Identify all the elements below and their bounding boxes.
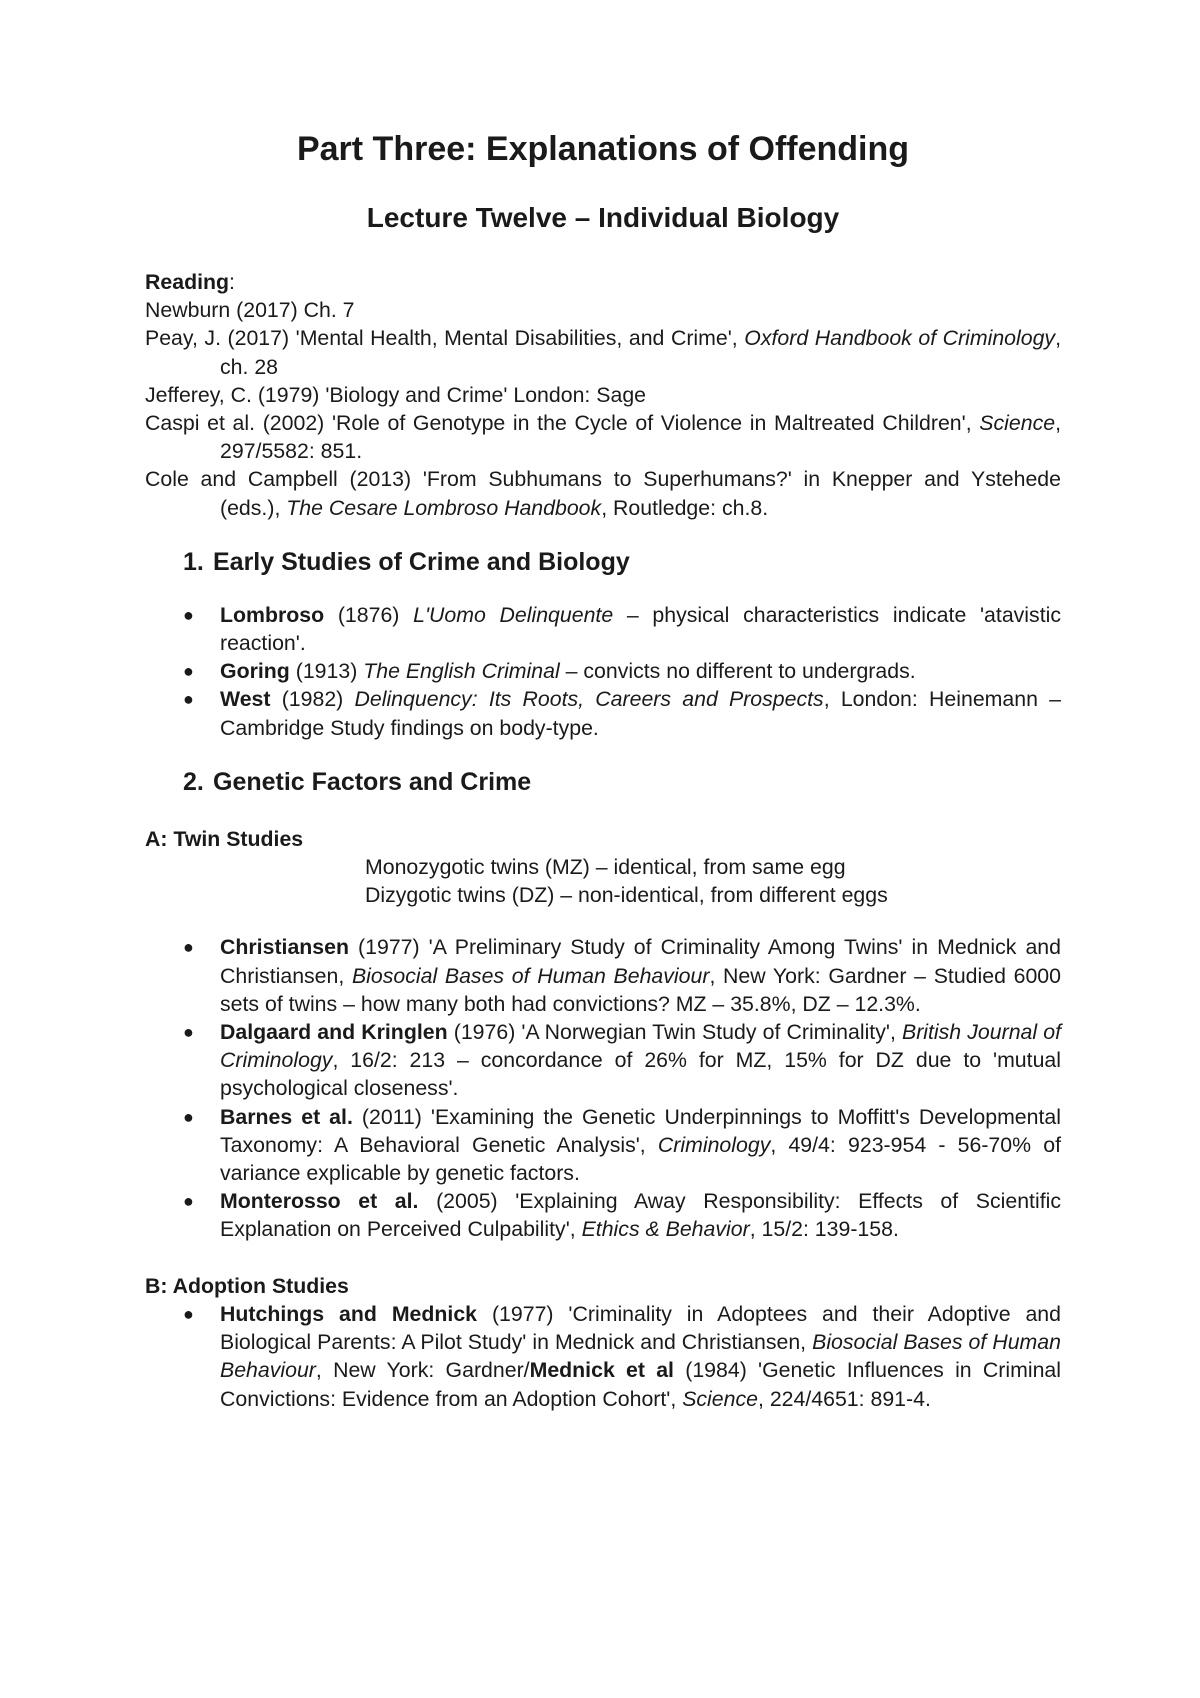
text-run: (1977) 'A Preliminary Study of Criminality Among Twins' in Mednick and Christiansen, — [220, 935, 1061, 988]
bullet-list — [145, 933, 1061, 1243]
reading-ref — [145, 324, 1061, 380]
bold-text: Lombroso — [220, 602, 325, 627]
bullet-icon: ● — [183, 1191, 194, 1212]
reading-ref — [145, 465, 1061, 521]
italic-title: Biosocial Bases of Human Behaviour — [220, 1330, 1061, 1383]
text-run: , ch. 28 — [220, 326, 1062, 379]
section-number: 2. — [183, 767, 204, 796]
reading-ref — [145, 296, 1061, 324]
bold-text: Goring — [220, 659, 290, 684]
bold-text: Barnes et al. — [220, 1104, 353, 1129]
twin-definition: Monozygotic twins (MZ) – identical, from same egg — [365, 855, 846, 880]
bullet-icon: ● — [183, 1106, 194, 1127]
italic-title: Science — [682, 1386, 758, 1411]
italic-title: Science — [979, 411, 1056, 436]
text-run: Caspi et al. (2002) 'Role of Genotype in the Cycle of Violence in Maltreated Children', — [145, 411, 980, 436]
reading-heading — [145, 268, 1061, 296]
italic-title: Criminology — [657, 1132, 771, 1157]
bold-text: Mednick et al — [529, 1358, 674, 1383]
italic-title: Oxford Handbook of Criminology — [744, 326, 1056, 351]
text-run: Jefferey, C. (1979) 'Biology and Crime' London: Sage — [145, 382, 647, 407]
bullet-icon: ● — [183, 604, 194, 625]
italic-title: Delinquency: Its Roots, Careers and Prospects — [354, 687, 824, 712]
italic-title: L'Uomo Delinquente — [413, 602, 614, 627]
bold-text: Dalgaard and Kringlen — [220, 1020, 448, 1045]
text-run: , 297/5582: 851. — [220, 411, 1061, 464]
text-run: , 15/2: 139-158. — [749, 1217, 899, 1242]
reading-ref — [145, 381, 1061, 409]
bullet-list — [145, 601, 1061, 742]
reading-colon: : — [229, 270, 235, 294]
bullet-icon: ● — [183, 689, 194, 710]
text-run: , Routledge: ch.8. — [601, 495, 769, 520]
list-item — [145, 1300, 1061, 1413]
bullet-list — [145, 1300, 1061, 1413]
list-item — [145, 1103, 1061, 1188]
text-run: Cole and Campbell (2013) 'From Subhumans to Superhumans?' in Knepper and Ystehede (eds.), — [145, 467, 1061, 520]
subsection-heading: A: Twin Studies — [145, 826, 304, 851]
text-run: Peay, J. (2017) 'Mental Health, Mental Disabilities, and Crime', — [145, 326, 745, 351]
list-item — [145, 1018, 1061, 1103]
reading-list — [145, 268, 1061, 522]
italic-title: British Journal of Criminology — [220, 1020, 1061, 1073]
list-item — [145, 1187, 1061, 1243]
list-item — [145, 933, 1061, 1018]
section-heading — [145, 768, 1061, 797]
italic-title: The Cesare Lombroso Handbook — [286, 495, 602, 520]
text-run: , New York: Gardner/ — [315, 1358, 530, 1383]
text-run: Newburn (2017) Ch. 7 — [145, 298, 355, 323]
document-page — [145, 130, 1061, 1413]
text-run: , 224/4651: 891-4. — [757, 1386, 931, 1411]
text-run: (1976) 'A Norwegian Twin Study of Criminality', — [447, 1020, 902, 1045]
bold-text: Monterosso et al. — [220, 1189, 419, 1214]
twin-definition: Dizygotic twins (DZ) – non-identical, from different eggs — [365, 883, 888, 908]
text-run: (1984) 'Genetic Influences in Criminal Convictions: Evidence from an Adoption Cohort', — [220, 1358, 1061, 1411]
subsection-heading: B: Adoption Studies — [145, 1273, 349, 1298]
page-title: Part Three: Explanations of Offending — [296, 130, 910, 168]
section-number: 1. — [183, 547, 204, 576]
section-heading — [145, 548, 1061, 577]
text-run: , New York: Gardner – Studied 6000 sets of twins – how many both had convictions? MZ – 35.8%, DZ – 12.3%. — [220, 963, 1061, 1016]
text-run: (2005) 'Explaining Away Responsibility: Effects of Scientific Explanation on Perceived Culpability', — [220, 1189, 1061, 1242]
text-run: – convicts no different to undergrads. — [559, 659, 916, 684]
section-title: Early Studies of Crime and Biology — [213, 547, 630, 576]
italic-title: The English Criminal — [363, 659, 560, 684]
bullet-icon: ● — [183, 661, 194, 682]
italic-title: Biosocial Bases of Human Behaviour — [351, 963, 710, 988]
text-run: – physical characteristics indicate 'atavistic reaction'. — [220, 602, 1061, 656]
bold-text: Hutchings and Mednick — [220, 1301, 478, 1326]
bullet-icon: ● — [183, 1303, 194, 1324]
bold-text: Christiansen — [220, 935, 349, 960]
lecture-title: Lecture Twelve – Individual Biology — [366, 202, 840, 233]
bold-text: West — [220, 687, 271, 712]
reading-ref — [145, 409, 1061, 465]
bullet-icon: ● — [183, 1022, 194, 1043]
section-title: Genetic Factors and Crime — [213, 767, 532, 796]
text-run: (1913) — [289, 659, 364, 684]
text-run: (1977) 'Criminality in Adoptees and their Adoptive and Biological Parents: A Pilot Study' in Mednick and Christiansen, — [220, 1301, 1061, 1355]
list-item — [145, 685, 1061, 741]
text-run: (1876) — [324, 602, 414, 627]
text-run: (1982) — [270, 687, 355, 712]
text-run: , 49/4: 923-954 - 56-70% of variance explicable by genetic factors. — [220, 1132, 1061, 1186]
italic-title: Ethics & Behavior — [581, 1217, 750, 1242]
reading-label: Reading — [145, 270, 230, 294]
list-item — [145, 657, 1061, 685]
text-run: , London: Heinemann – Cambridge Study findings on body-type. — [220, 687, 1062, 740]
bullet-icon: ● — [183, 937, 194, 958]
list-item — [145, 601, 1061, 657]
text-run: (2011) 'Examining the Genetic Underpinnings to Moffitt's Developmental Taxonomy: A Behavioral Genetic Analysis', — [220, 1104, 1061, 1157]
text-run: , 16/2: 213 – concordance of 26% for MZ, 15% for DZ due to 'mutual psychological closeness'. — [220, 1048, 1061, 1101]
